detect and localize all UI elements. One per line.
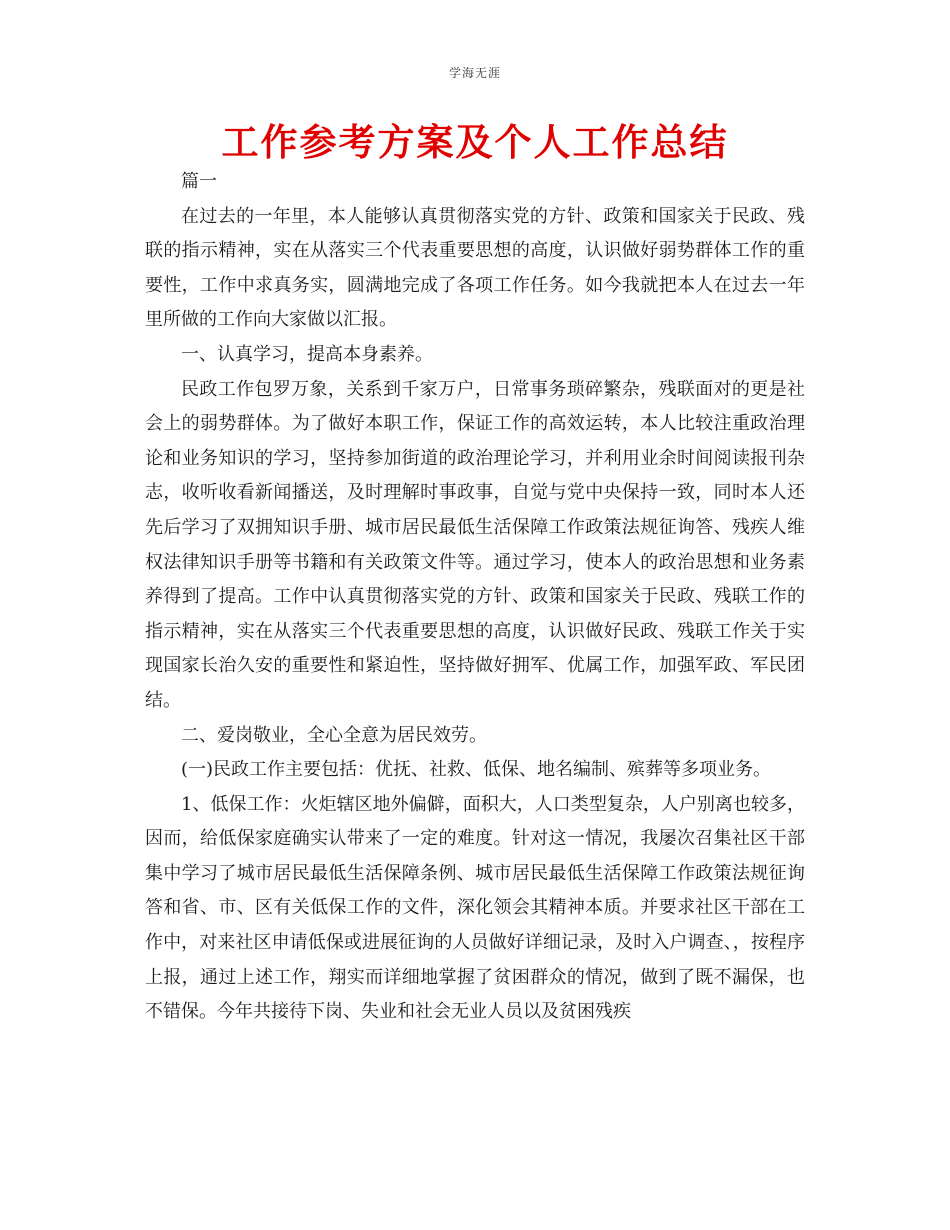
section-heading: 一、认真学习，提高本身素养。 bbox=[181, 343, 433, 365]
page-header: 学海无涯 bbox=[448, 66, 501, 80]
section-heading: 二、爱岗敬业，全心全意为居民效劳。 bbox=[181, 724, 487, 746]
body-paragraph: 民政工作包罗万象，关系到千家万户，日常事务琐碎繁杂，残联面对的更是社会上的弱势群体。为了做好本职工作，保证工作的高效运转，本人比较注重政治理论和业务知识的学习，坚持参加街道的政治理论学习，并利用业余时间阅读报刊杂志，收听收看新闻播送，及时理解时事政事，自觉与党中央保持一致，同时本人还先后学习了双拥知识手册、城市居民最低生活保障工作政策法规征询答、残疾人维权法律知识手册等书籍和有关政策文件等。通过学习，使本人的政治思想和业务素养得到了提高。工作中认真贯彻落实党的方针、政策和国家关于民政、残联工作的指示精神，实在从落实三个代表重要思想的高度，认识做好民政、残联工作关于实现国家长治久安的重要性和紧迫性，坚持做好拥军、优属工作，加强军政、军民团结。 bbox=[145, 378, 805, 711]
body-paragraph: (一)民政工作主要包括：优抚、社救、低保、地名编制、殡葬等多项业务。 bbox=[181, 759, 772, 781]
document-title: 工作参考方案及个人工作总结 bbox=[221, 121, 729, 164]
body-paragraph: 1、低保工作：火炬辖区地外偏僻，面积大，人口类型复杂，人户别离也较多，因而，给低保家庭确实认带来了一定的难度。针对这一情况，我屡次召集社区干部集中学习了城市居民最低生活保障条例、城市居民最低生活保障工作政策法规征询答和省、市、区有关低保工作的文件，深化领会其精神本质。并要求社区干部在工作中，对来社区申请低保或进展征询的人员做好详细记录，及时入户调查、，按程序上报，通过上述工作，翔实而详细地掌握了贫困群众的情况，做到了既不漏保，也不错保。今年共接待下岗、失业和社会无业人员以及贫困残疾 bbox=[145, 793, 805, 1023]
document-body bbox=[145, 165, 805, 1030]
body-paragraph: 在过去的一年里，本人能够认真贯彻落实党的方针、政策和国家关于民政、残联的指示精神，实在从落实三个代表重要思想的高度，认识做好弱势群体工作的重要性，工作中求真务实，圆满地完成了各项工作任务。如今我就把本人在过去一年里所做的工作向大家做以汇报。 bbox=[145, 205, 805, 331]
section-label: 篇一 bbox=[181, 171, 217, 192]
